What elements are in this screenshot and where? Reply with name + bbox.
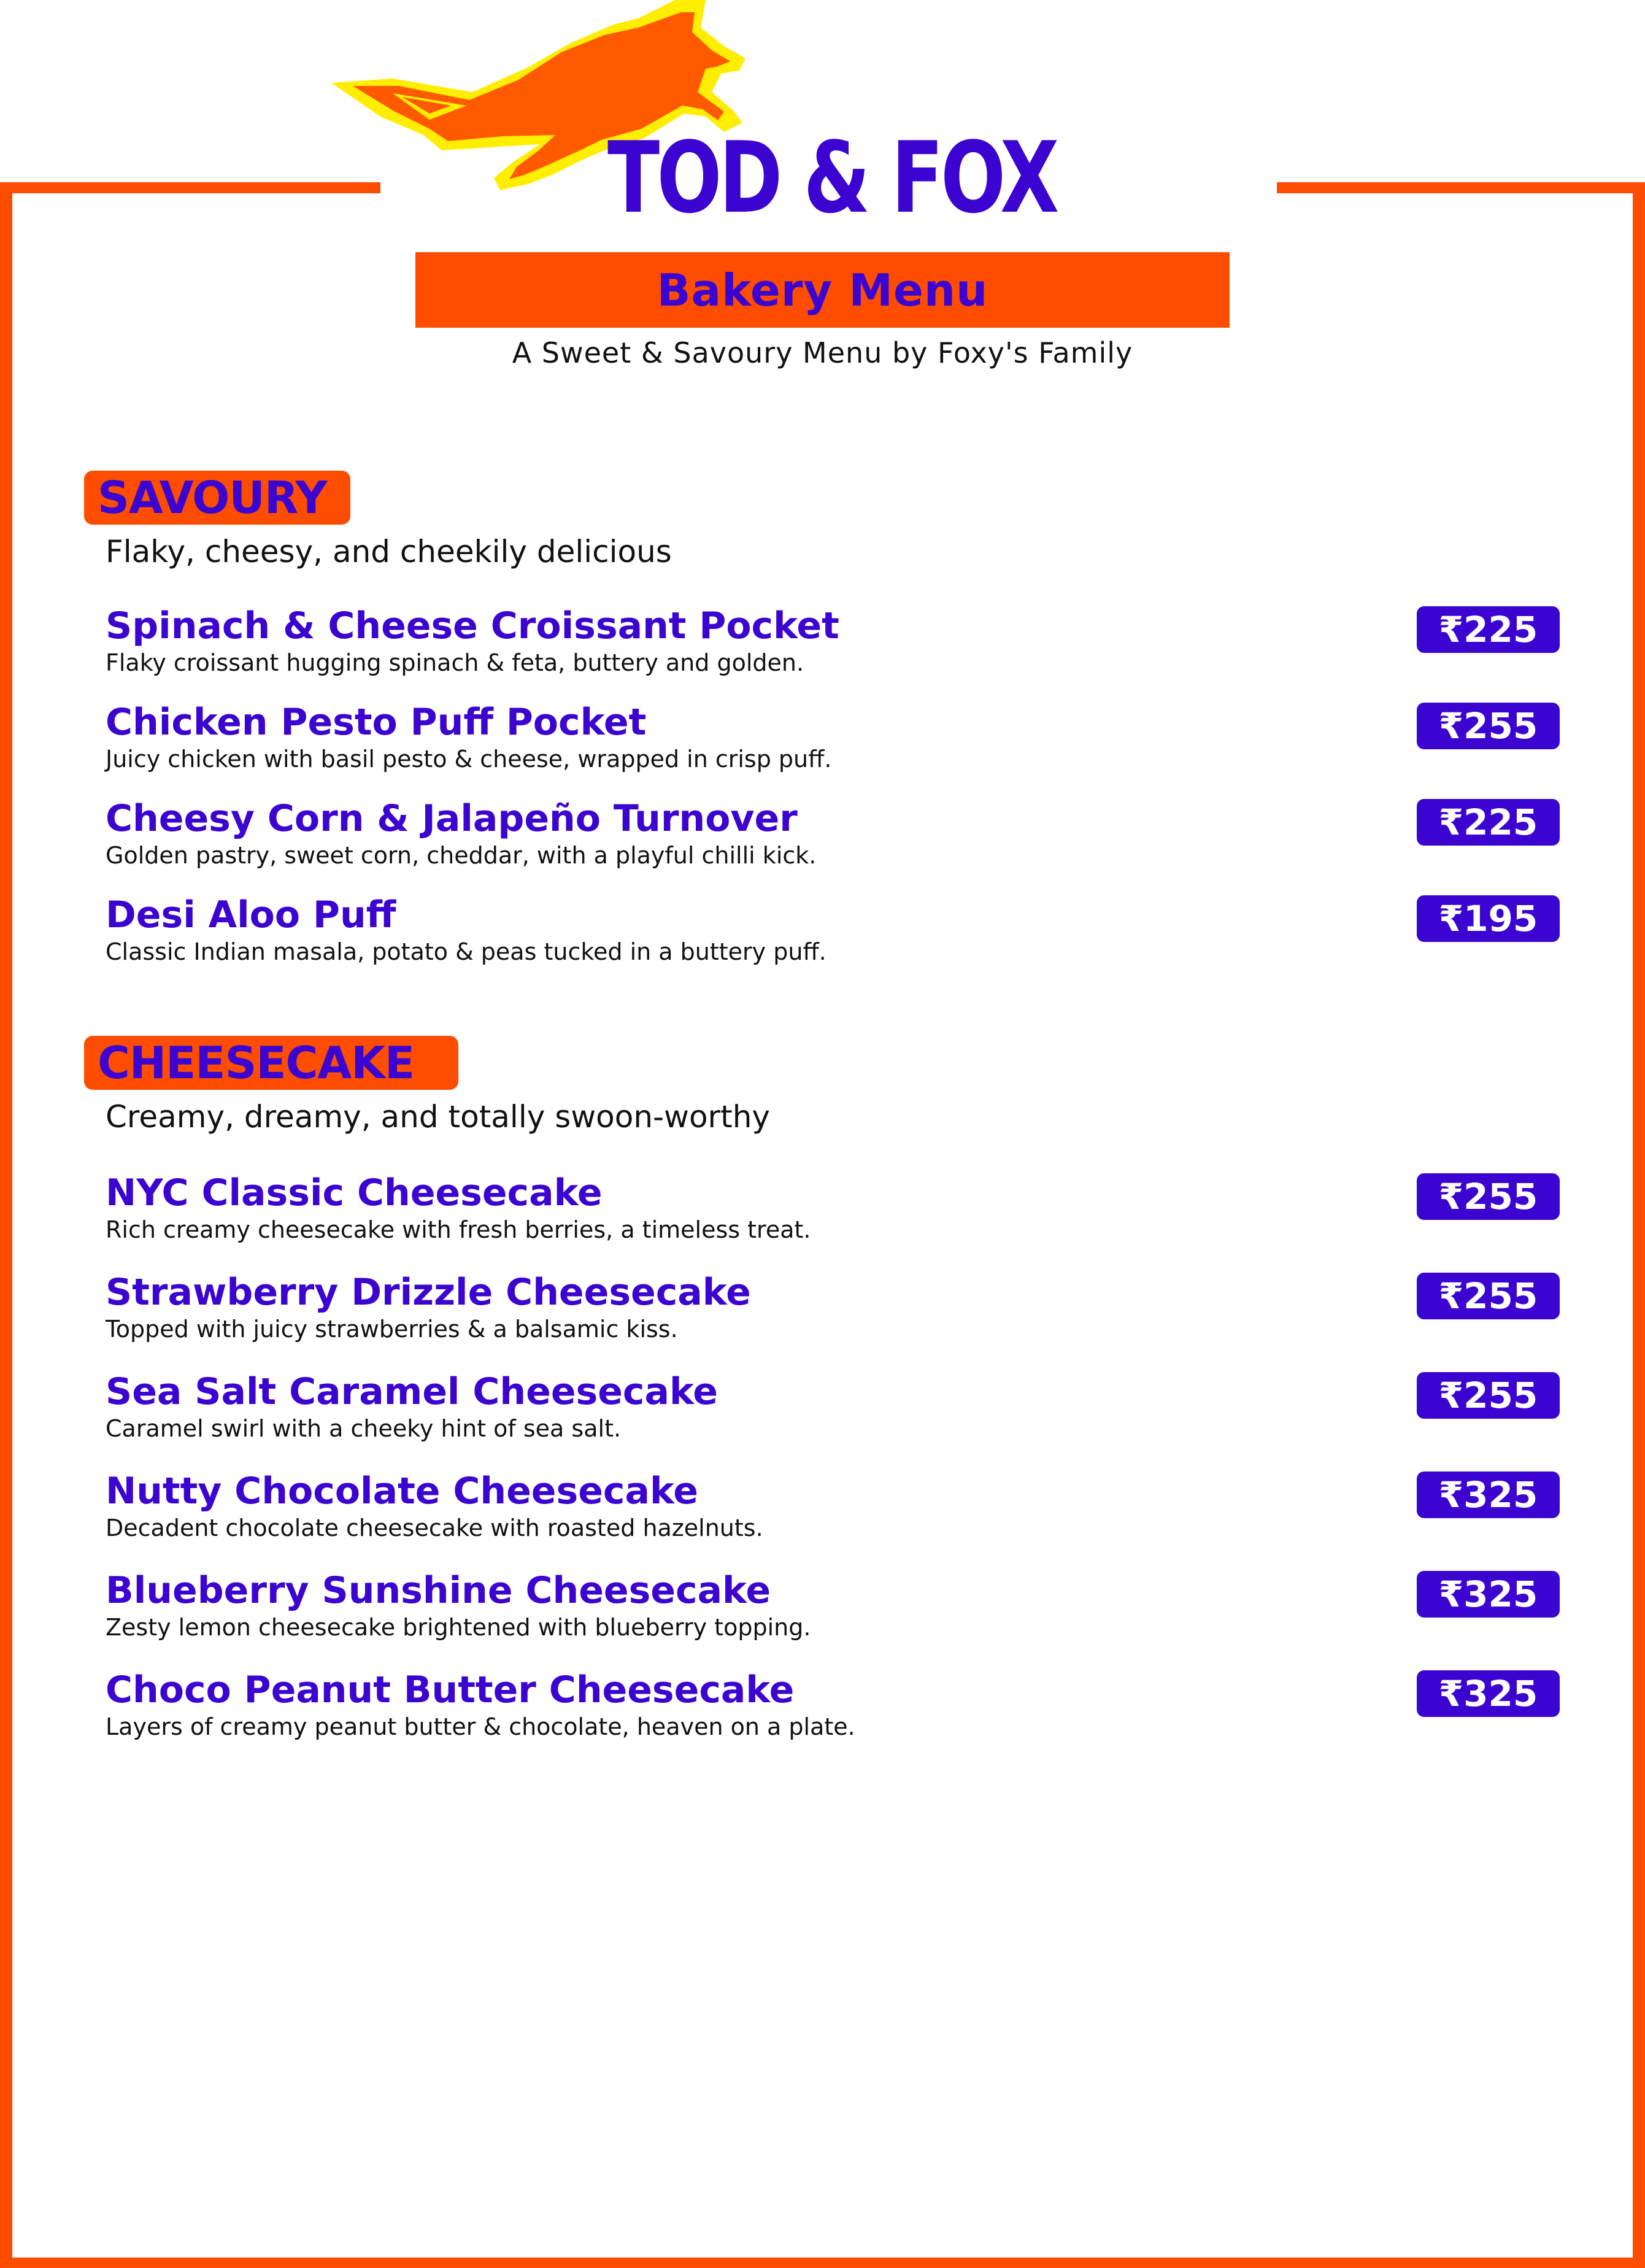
section-heading-savoury	[84, 471, 350, 525]
item-name: Chicken Pesto Puff Pocket	[106, 701, 647, 744]
item-name: Nutty Chocolate Cheesecake	[106, 1470, 698, 1513]
item-description: Caramel swirl with a cheeky hint of sea salt.	[106, 1415, 622, 1442]
item-price: ₹195	[1438, 898, 1538, 939]
border-left	[0, 182, 12, 2268]
menu-tagline: A Sweet & Savoury Menu by Foxy's Family	[512, 336, 1133, 369]
item-description: Flaky croissant hugging spinach & feta, buttery and golden.	[106, 649, 804, 676]
section-heading-label: CHEESECAKE	[98, 1037, 415, 1089]
item-price: ₹325	[1438, 1474, 1538, 1516]
section-heading-label: SAVOURY	[98, 472, 327, 523]
border-top-right	[1277, 182, 1645, 193]
item-description: Juicy chicken with basil pesto & cheese, wrapped in crisp puff.	[106, 746, 832, 773]
item-price: ₹255	[1438, 705, 1538, 747]
menu-item	[106, 1273, 1560, 1346]
price-badge	[1417, 1273, 1560, 1319]
item-name: Desi Aloo Puff	[106, 893, 396, 936]
item-name: Choco Peanut Butter Cheesecake	[106, 1668, 795, 1711]
menu-item	[106, 1571, 1560, 1645]
price-badge	[1417, 895, 1560, 942]
menu-item	[106, 1173, 1560, 1247]
item-name: NYC Classic Cheesecake	[106, 1171, 603, 1214]
menu-item	[106, 799, 1560, 873]
item-name: Strawberry Drizzle Cheesecake	[106, 1271, 751, 1314]
menu-title-banner	[415, 252, 1230, 328]
border-bottom	[0, 2258, 1645, 2268]
price-badge	[1417, 1173, 1560, 1220]
page-title: Bakery Menu	[657, 264, 988, 316]
item-description: Golden pastry, sweet corn, cheddar, with a playful chilli kick.	[106, 842, 817, 869]
item-price: ₹325	[1438, 1573, 1538, 1615]
item-price: ₹325	[1438, 1673, 1538, 1714]
menu-item	[106, 1472, 1560, 1545]
price-badge	[1417, 703, 1560, 749]
price-badge	[1417, 1571, 1560, 1618]
item-description: Topped with juicy strawberries & a balsamic kiss.	[106, 1316, 678, 1343]
item-price: ₹255	[1438, 1375, 1538, 1416]
menu-item	[106, 1372, 1560, 1446]
item-description: Layers of creamy peanut butter & chocolate, heaven on a plate.	[106, 1713, 855, 1740]
brand-name: TOD & FOX	[607, 120, 1057, 235]
price-badge	[1417, 1472, 1560, 1518]
item-name: Sea Salt Caramel Cheesecake	[106, 1370, 718, 1413]
section-subtitle-cheesecake: Creamy, dreamy, and totally swoon-worthy	[106, 1099, 770, 1135]
section-heading-cheesecake	[84, 1036, 458, 1090]
item-name: Spinach & Cheese Croissant Pocket	[106, 604, 839, 647]
menu-item	[106, 895, 1560, 969]
item-price: ₹225	[1438, 609, 1538, 650]
price-badge	[1417, 799, 1560, 846]
item-description: Rich creamy cheesecake with fresh berries, a timeless treat.	[106, 1216, 811, 1243]
item-price: ₹255	[1438, 1176, 1538, 1217]
menu-item	[106, 606, 1560, 680]
price-badge	[1417, 1670, 1560, 1717]
menu-item	[106, 703, 1560, 776]
item-price: ₹255	[1438, 1275, 1538, 1317]
item-name: Cheesy Corn & Jalapeño Turnover	[106, 797, 798, 840]
item-description: Zesty lemon cheesecake brightened with blueberry topping.	[106, 1614, 811, 1641]
item-description: Decadent chocolate cheesecake with roasted hazelnuts.	[106, 1514, 763, 1541]
item-description: Classic Indian masala, potato & peas tucked in a buttery puff.	[106, 938, 826, 965]
item-price: ₹225	[1438, 801, 1538, 843]
item-name: Blueberry Sunshine Cheesecake	[106, 1569, 771, 1612]
price-badge	[1417, 606, 1560, 653]
menu-item	[106, 1670, 1560, 1744]
price-badge	[1417, 1372, 1560, 1419]
border-right	[1633, 182, 1645, 2268]
border-top-left	[0, 182, 380, 193]
section-subtitle-savoury: Flaky, cheesy, and cheekily delicious	[106, 534, 672, 569]
